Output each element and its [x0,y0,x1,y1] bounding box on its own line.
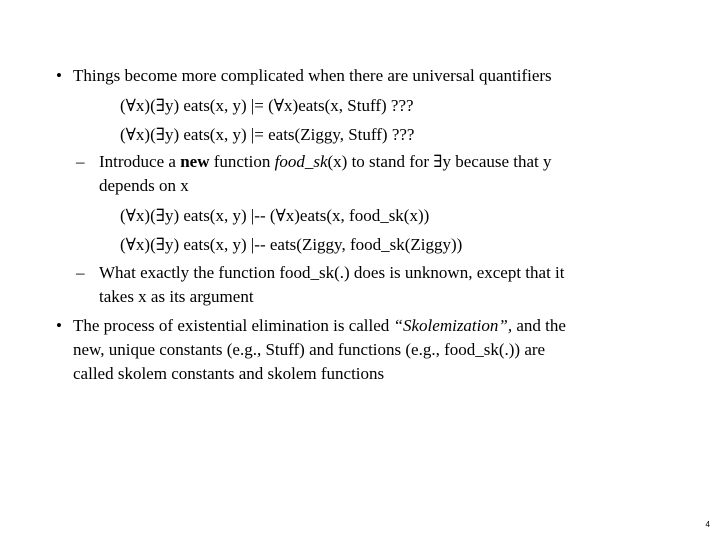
sub-bullet-marker-1: – [76,152,85,171]
sub-bullet-1-line-2: depends on x [99,176,189,195]
bullet-2-line-1 [73,316,566,336]
sub-bullet-1-part2: function [209,152,275,171]
bullet-1-text: Things become more complicated when there are universal quantifiers [73,66,552,85]
sub-bullet-1-bold: new [180,152,210,171]
sub-bullet-2-line-2: takes x as its argument [99,287,254,306]
sub-bullet-1-part1: Introduce a [99,152,181,171]
bullet-marker-2: • [56,316,62,335]
formula-4: (∀x)(∃y) eats(x, y) |-- eats(Ziggy, food_sk(Ziggy)) [120,235,463,254]
bullet-2-part1: The process of existential elimination is called [73,316,394,335]
sub-bullet-2-line-1: What exactly the function food_sk(.) does is unknown, except that it [99,263,565,282]
formula-3: (∀x)(∃y) eats(x, y) |-- (∀x)eats(x, food_sk(x)) [120,206,430,225]
formula-2: (∀x)(∃y) eats(x, y) |= eats(Ziggy, Stuff) ??? [120,125,415,144]
bullet-marker-1: • [56,66,62,85]
sub-bullet-1-line-1 [99,152,552,172]
bullet-2-line-3: called skolem constants and skolem functions [73,364,385,383]
sub-bullet-1-part3: (x) to stand for ∃y because that y [327,152,552,171]
bullet-2-part2: and the [512,316,566,335]
formula-1: (∀x)(∃y) eats(x, y) |= (∀x)eats(x, Stuff) ??? [120,96,414,115]
sub-bullet-1-italic: food_sk [274,152,328,171]
sub-bullet-marker-2: – [76,263,85,282]
bullet-2-line-2: new, unique constants (e.g., Stuff) and functions (e.g., food_sk(.)) are [73,340,546,359]
bullet-2-italic: “Skolemization”, [393,316,513,335]
page-number: 4 [705,520,710,529]
